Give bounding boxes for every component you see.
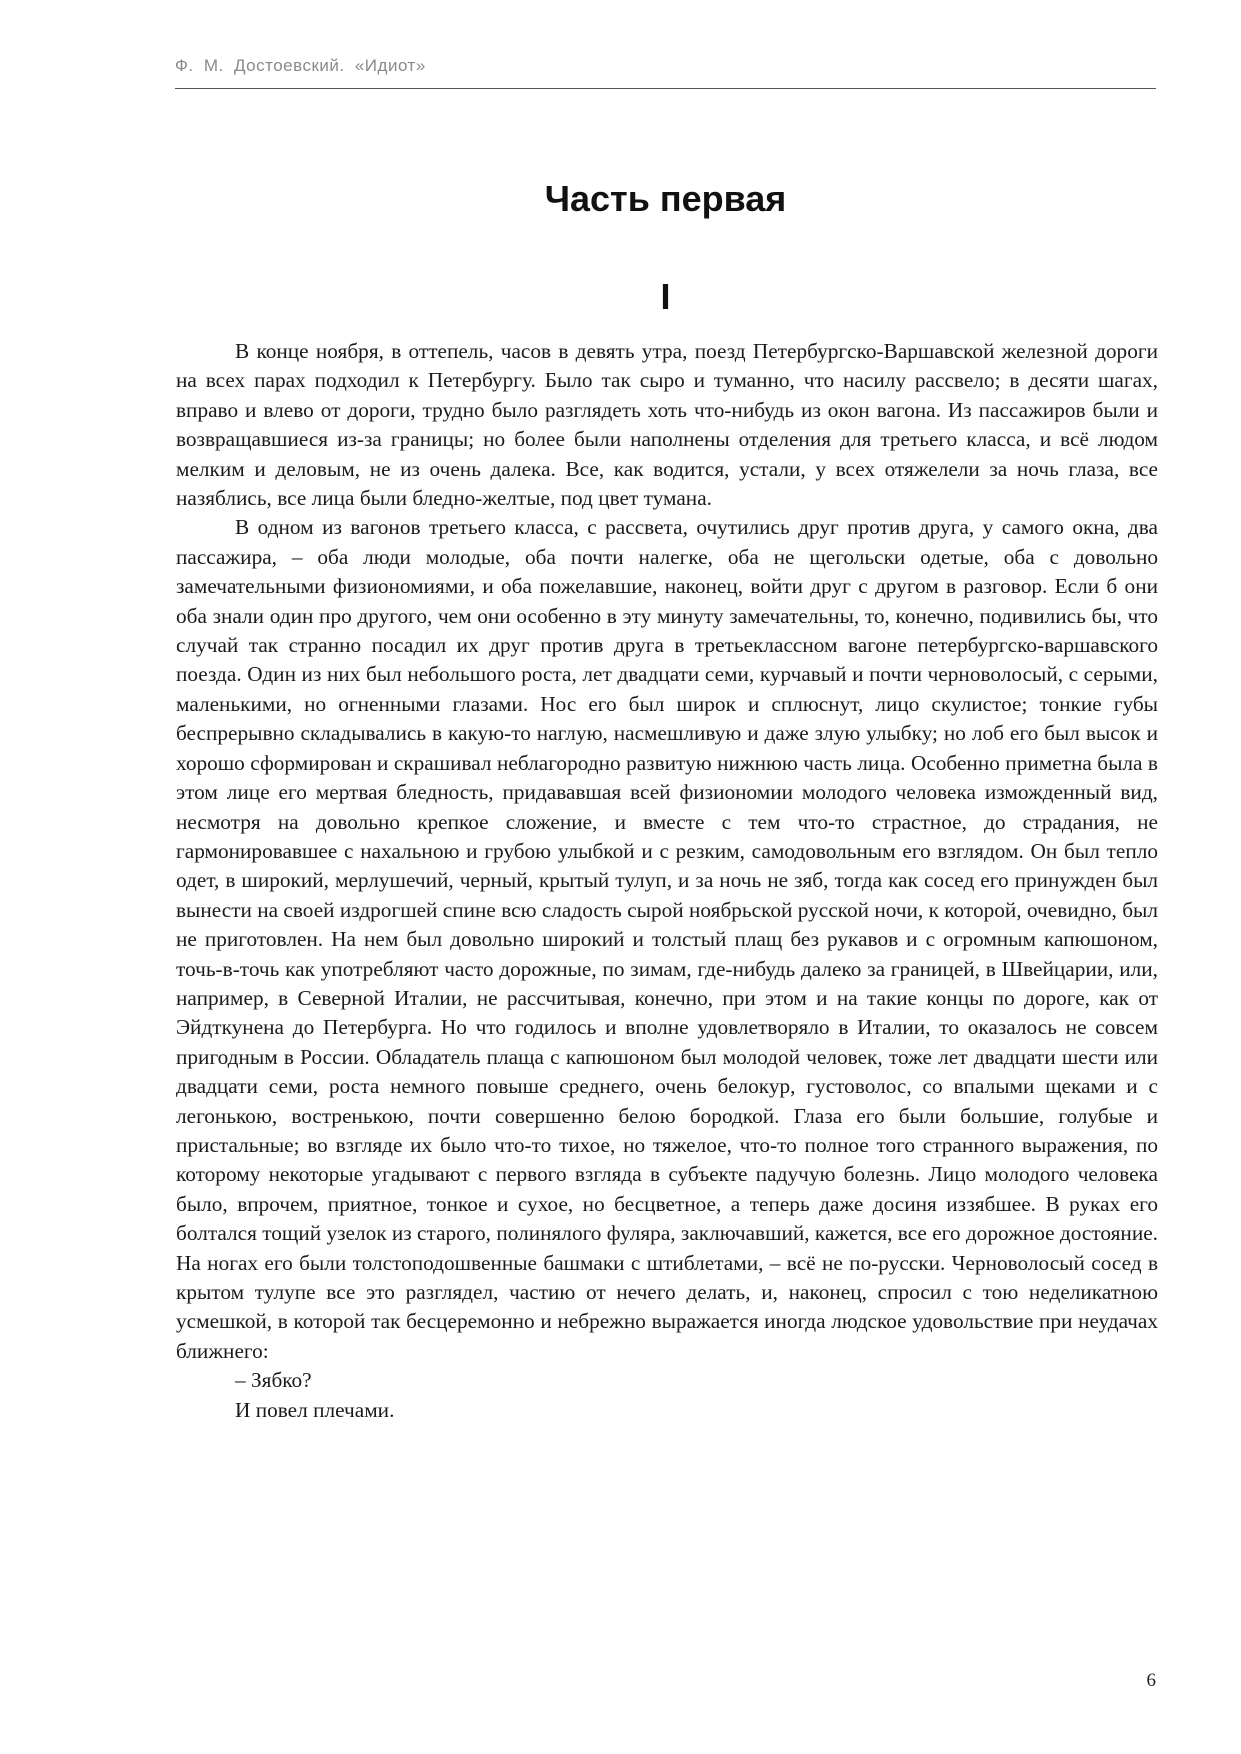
paragraph-1: В конце ноября, в оттепель, часов в девять утра, поезд Петербургско-Варшавской железной дороги на всех парах подходил к Петербургу. Было так сыро и туманно, что насилу рассвело; в десяти шагах, вправо и влево от дороги, трудно было разглядеть хоть что-нибудь из окон вагона. Из пассажиров были и возвращавшиеся из-за границы; но более были наполнены отделения для третьего класса, и всё людом мелким и деловым, не из очень далека. Все, как водится, устали, у всех отяжелели за ночь глаза, все назяблись, все лица были бледно-желтые, под цвет тумана. [176, 339, 1158, 511]
header-divider [175, 88, 1156, 89]
paragraph-2: В одном из вагонов третьего класса, с рассвета, очутились друг против друга, у самого окна, два пассажира, – оба люди молодые, оба почти налегке, оба не щегольски одетые, оба с довольно замечательными физиономиями, и оба пожелавшие, наконец, войти друг с другом в разговор. Если б они оба знали один про другого, чем они особенно в эту минуту замечательны, то, конечно, подивились бы, что случай так странно посадил их друг против друга в третьеклассном вагоне петербургско-варшавского поезда. Один из них был небольшого роста, лет двадцати семи, курчавый и почти черноволосый, с серыми, маленькими, но огненными глазами. Нос его был широк и сплюснут, лицо скулистое; тонкие губы беспрерывно складывались в какую-то наглую, насмешливую и даже злую улыбку; но лоб его был высок и хорошо сформирован и скрашивал неблагородно развитую нижнюю часть лица. Особенно приметна была в этом лице его мертвая бледность, придававшая всей физиономии молодого человека изможденный вид, несмотря на довольно крепкое сложение, и вместе с тем что-то страстное, до страдания, не гармонировавшее с нахальною и грубою улыбкой и с резким, самодовольным его взглядом. Он был тепло одет, в широкий, мерлушечий, черный, крытый тулуп, и за ночь не зяб, тогда как сосед его принужден был вынести на своей издрогшей спине всю сладость сырой ноябрьской русской ночи, к которой, очевидно, был не приготовлен. На нем был довольно широкий и толстый плащ без рукавов и с огромным капюшоном, точь-в-точь как употребляют часто дорожные, по зимам, где-нибудь далеко за границей, в Швейцарии, или, например, в Северной Италии, не рассчитывая, конечно, при этом и на такие концы по дороге, как от Эйдткунена до Петербурга. Но что годилось и вполне удовлетворяло в Италии, то оказалось не совсем пригодным в России. Обладатель плаща с капюшоном был молодой человек, тоже лет двадцати шести или двадцати семи, роста немного повыше среднего, очень белокур, густоволос, со впалыми щеками и с легонькою, востренькою, почти совершенно белою бородкой. Глаза его были большие, голубые и пристальные; во взгляде их было что-то тихое, но тяжелое, что-то полное того странного выражения, по которому некоторые угадывают с первого взгляда в субъекте падучую болезнь. Лицо молодого человека было, впрочем, приятное, тонкое и сухое, но бесцветное, а теперь даже досиня иззябшее. В руках его болтался тощий узелок из старого, полинялого фуляра, заключавший, кажется, все его дорожное достояние. На ногах его были толстоподошвенные башмаки с штиблетами, – всё не по-русски. Черноволосый сосед в крытом тулупе все это разглядел, частию от нечего делать, и, наконец, спросил с тою неделикатною усмешкой, в которой так бесцеремонно и небрежно выражается иногда людское удовольствие при неудачах ближнего: [176, 515, 1158, 1363]
page-number: 6 [1146, 1670, 1156, 1691]
part-title: Часть первая [544, 178, 787, 219]
closing-line: И повел плечами. [235, 1397, 395, 1422]
dialogue-line: – Зябко? [235, 1368, 312, 1393]
chapter-body [176, 337, 1158, 1425]
running-header: Ф. М. Достоевский. «Идиот» [175, 56, 426, 75]
chapter-number: I [660, 276, 671, 317]
